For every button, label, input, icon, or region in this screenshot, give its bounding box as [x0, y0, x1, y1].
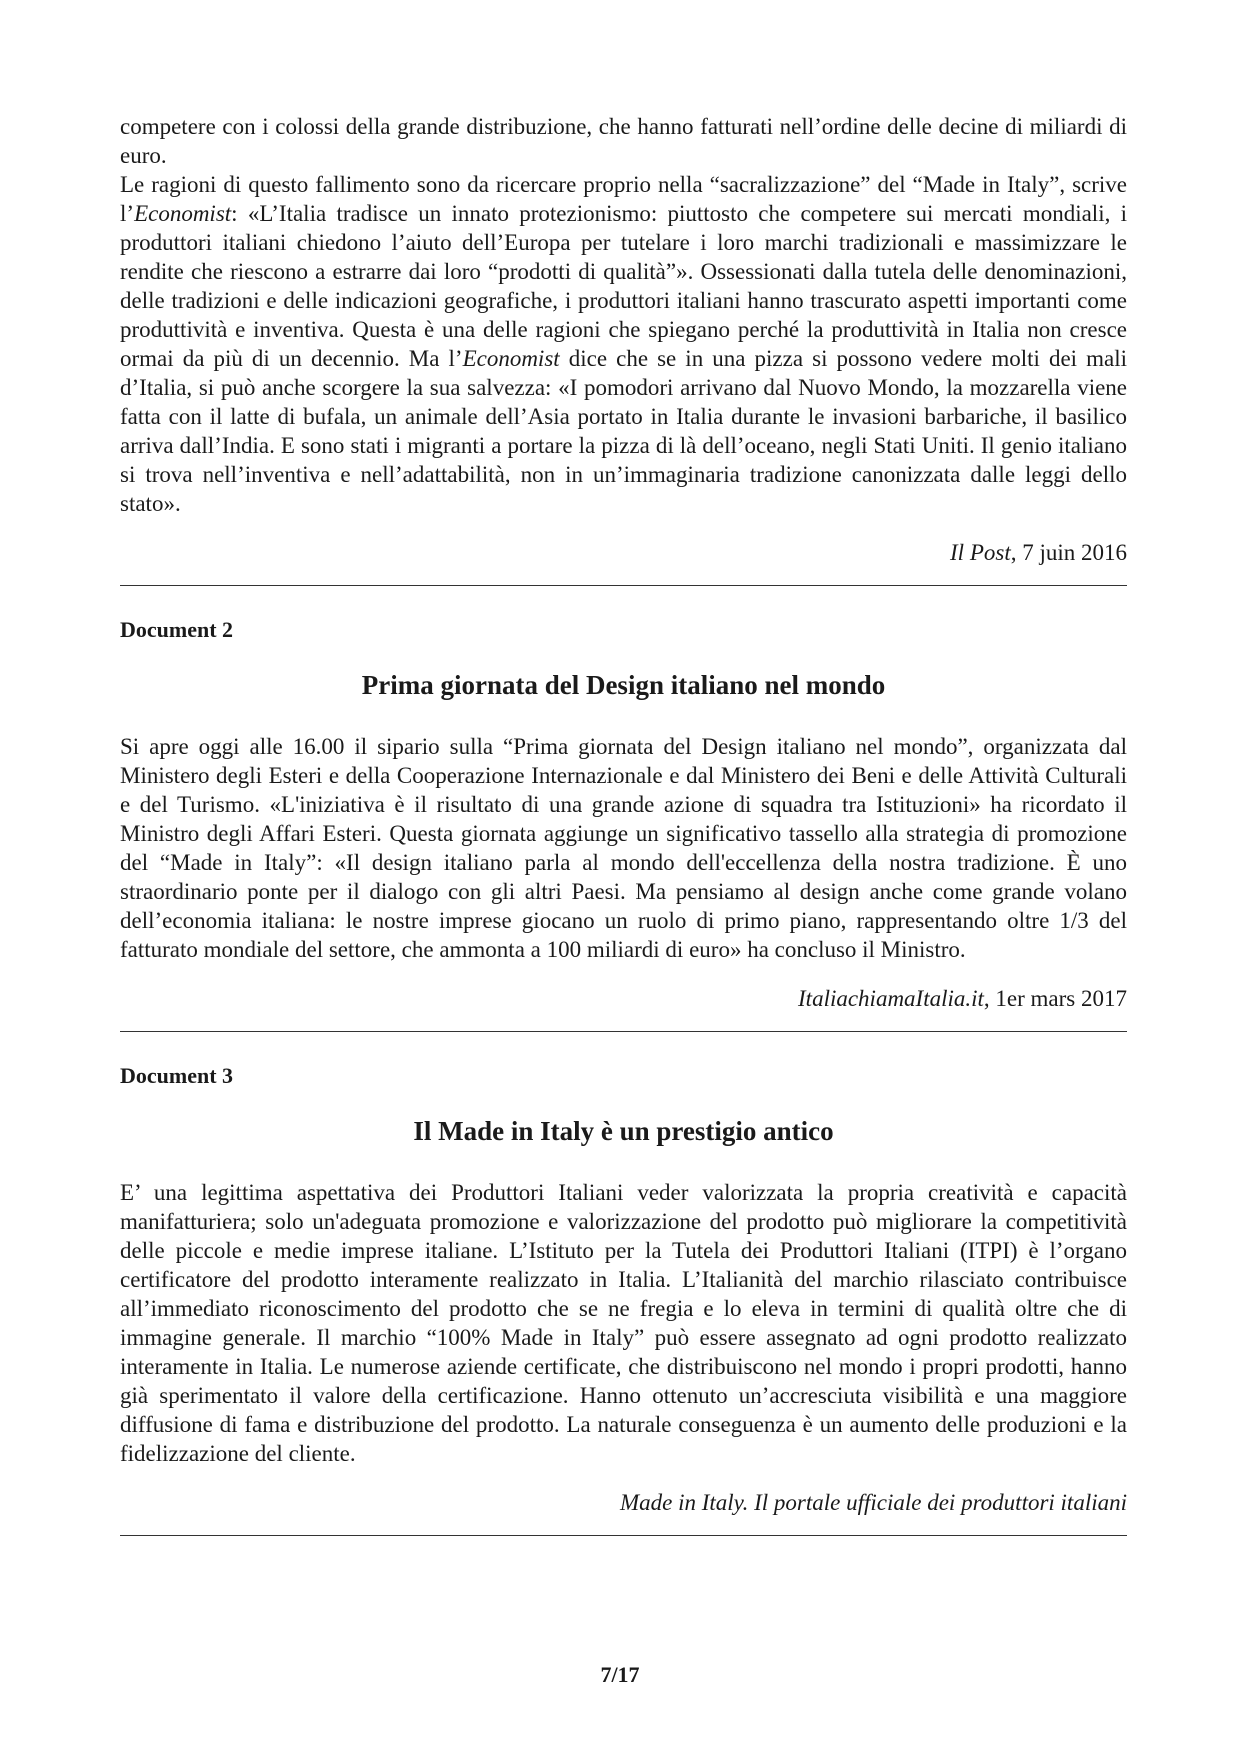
doc3-source-name: Made in Italy. Il portale ufficiale dei produttori italiani	[619, 1490, 1127, 1515]
doc1-source-date: , 7 juin 2016	[1010, 540, 1127, 565]
divider-3	[120, 1535, 1127, 1536]
doc1-text-c: dice che se in una pizza si possono vedere molti dei mali d’Italia, si può anche scorgere la sua salvezza: «I pomodori arrivano dal Nuovo Mondo, la mozzarella viene fatta con il latte di bufala, un animale dell’Asia portato in Italia durante le invasioni barbariche, il basilico arriva dall’India. E sono stati i migranti a portare la pizza di là dell’oceano, negli Stati Uniti. Il genio italiano si trova nell’inventiva e nell’adattabilità, non in un’immaginaria tradizione canonizzata dalle leggi dello stato».	[120, 346, 1127, 516]
doc3-label: Document 3	[120, 1063, 234, 1088]
doc2-source-name: ItaliachiamaItalia.it	[798, 986, 984, 1011]
doc2-source	[120, 984, 1127, 1013]
divider-1	[120, 585, 1127, 586]
doc1-economist-ref-2: Economist	[462, 346, 560, 371]
doc2-title: Prima giornata del Design italiano nel mondo	[361, 670, 886, 700]
doc3-title: Il Made in Italy è un prestigio antico	[413, 1116, 834, 1146]
doc3-body: E’ una legittima aspettativa dei Produttori Italiani veder valorizzata la propria creatività e capacità manifatturiera; solo un'adeguata promozione e valorizzazione del prodotto può migliorare la competitività delle piccole e medie imprese italiane. L’Istituto per la Tutela dei Produttori Italiani (ITPI) è l’organo certificatore del prodotto interamente realizzato in Italia. L’Italianità del marchio rilasciato contribuisce all’immediato riconoscimento del prodotto che se ne fregia e lo eleva in termini di qualità oltre che di immagine generale. Il marchio “100% Made in Italy” può essere assegnato ad ogni prodotto realizzato interamente in Italia. Le numerose aziende certificate, che distribuiscono nel mondo i propri prodotti, hanno già sperimentato il valore della certificazione. Hanno ottenuto un’accresciuta visibilità e una maggiore diffusione di fama e distribuzione del prodotto. La naturale conseguenza è un aumento delle produzioni e la fidelizzazione del cliente.	[120, 1180, 1127, 1466]
doc1-economist-ref: Economist	[134, 201, 232, 226]
doc1-source	[120, 538, 1127, 567]
doc2-source-date: , 1er mars 2017	[983, 986, 1127, 1011]
document-page	[120, 112, 1127, 1536]
doc1-paragraph-2	[120, 170, 1127, 518]
doc1-text-b: : «L’Italia tradisce un innato protezionismo: piuttosto che competere sui mercati mondiali, i produttori italiani chiedono l’aiuto dell’Europa per tutelare i loro marchi tradizionali e massimizzare le rendite che riescono a estrarre dai loro “prodotti di qualità”». Ossessionati dalla tutela delle denominazioni, delle tradizioni e delle indicazioni geografiche, i produttori italiani hanno trascurato aspetti importanti come produttività e inventiva. Questa è una delle ragioni che spiegano perché la produttività in Italia non cresce ormai da più di un decennio. Ma l’	[120, 201, 1127, 371]
doc2-label: Document 2	[120, 617, 234, 642]
doc2-body: Si apre oggi alle 16.00 il sipario sulla “Prima giornata del Design italiano nel mondo”, organizzata dal Ministero degli Esteri e della Cooperazione Internazionale e dal Ministero dei Beni e delle Attività Culturali e del Turismo. «L'iniziativa è il risultato di una grande azione di squadra tra Istituzioni» ha ricordato il Ministro degli Affari Esteri. Questa giornata aggiunge un significativo tassello alla strategia di promozione del “Made in Italy”: «Il design italiano parla al mondo dell'eccellenza della nostra tradizione. È uno straordinario ponte per il dialogo con gli altri Paesi. Ma pensiamo al design anche come grande volano dell’economia italiana: le nostre imprese giocano un ruolo di primo piano, rappresentando oltre 1/3 del fatturato mondiale del settore, che ammonta a 100 miliardi di euro» ha concluso il Ministro.	[120, 734, 1127, 962]
doc1-text-a: Le ragioni di questo fallimento sono da ricercare proprio nella “sacralizzazione” del “Made in Italy”, scrive l’	[120, 172, 1127, 226]
doc1-paragraph-1: competere con i colossi della grande distribuzione, che hanno fatturati nell’ordine delle decine di miliardi di euro.	[120, 114, 1127, 168]
doc1-source-name: Il Post	[950, 540, 1011, 565]
doc3-source	[120, 1488, 1127, 1517]
divider-2	[120, 1031, 1127, 1032]
page-number: 7/17	[600, 1662, 640, 1687]
